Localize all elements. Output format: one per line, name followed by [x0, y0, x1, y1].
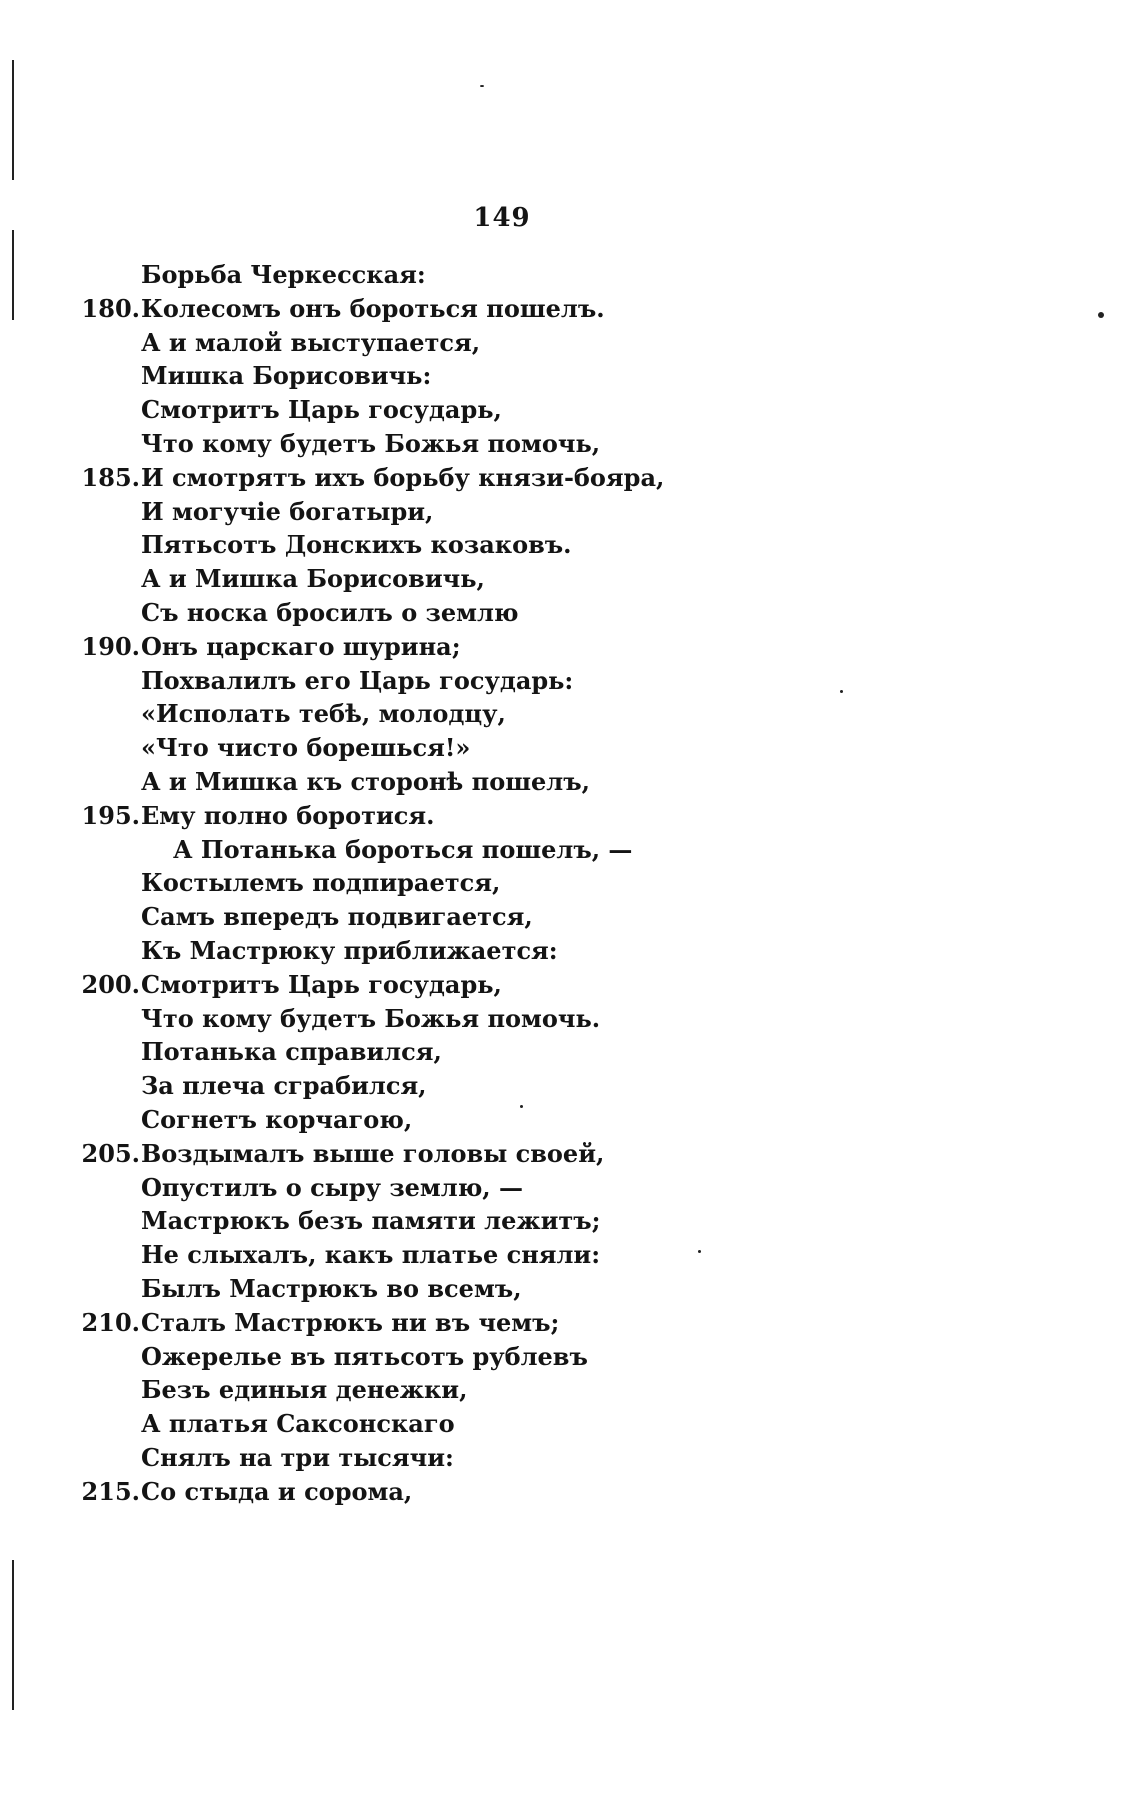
- poem-line: [0, 866, 1140, 900]
- poem-line: [0, 1407, 1140, 1441]
- line-text: Смотритъ Царь государь,: [141, 395, 502, 425]
- line-text: Что кому будетъ Божья помочь.: [141, 1003, 601, 1033]
- poem-line: [0, 731, 1140, 765]
- poem-line: [0, 292, 1140, 326]
- line-text: Ожерелье въ пятьсотъ рублевъ: [141, 1341, 588, 1371]
- poem-line: [0, 1103, 1140, 1137]
- poem-line: [0, 528, 1140, 562]
- poem-line: [0, 630, 1140, 664]
- line-text: Онъ царскаго шурина;: [141, 631, 461, 661]
- line-text: А Потанька бороться пошелъ, —: [173, 834, 633, 864]
- line-text: «Исполать тебѣ, молодцу,: [141, 699, 506, 729]
- line-text: Снялъ на три тысячи:: [141, 1442, 454, 1472]
- line-text: А и малой выступается,: [141, 327, 481, 357]
- poem-line: [0, 1137, 1140, 1171]
- poem-line: [0, 664, 1140, 698]
- line-text: Потанька справился,: [141, 1037, 442, 1067]
- line-number: 205.: [81, 1138, 140, 1168]
- poem-line: [0, 596, 1140, 630]
- line-text: Былъ Мастрюкъ во всемъ,: [141, 1273, 522, 1303]
- line-text: Смотритъ Царь государь,: [141, 969, 502, 999]
- poem-line: [0, 393, 1140, 427]
- line-text: Согнетъ корчагою,: [141, 1104, 413, 1134]
- poem-line: [0, 1002, 1140, 1036]
- line-text: Мишка Борисовичь:: [141, 361, 432, 391]
- poem-line: [0, 1441, 1140, 1475]
- line-text: Борьба Черкесская:: [141, 260, 426, 289]
- poem-line: [0, 900, 1140, 934]
- line-number: 215.: [81, 1476, 140, 1506]
- poem-line: [0, 461, 1140, 495]
- poem-line: [0, 968, 1140, 1002]
- line-text: Не слыхалъ, какъ платье сняли:: [141, 1240, 601, 1270]
- line-text: А и Мишка къ сторонѣ пошелъ,: [141, 766, 590, 796]
- poem-line: [0, 934, 1140, 968]
- scan-edge-mark: [12, 60, 14, 180]
- poem-line: [0, 697, 1140, 731]
- line-number: 210.: [81, 1307, 140, 1337]
- poem-line: [0, 427, 1140, 461]
- poem-line: [0, 359, 1140, 393]
- line-text: «Что чисто борешься!»: [141, 733, 471, 763]
- poem-line: [0, 1272, 1140, 1306]
- line-text: Мастрюкъ безъ памяти лежитъ;: [141, 1206, 601, 1236]
- poem-line: [0, 833, 1140, 867]
- poem-line: [0, 1069, 1140, 1103]
- line-text: Къ Мастрюку приближается:: [141, 935, 558, 965]
- poem-line: [0, 1238, 1140, 1272]
- line-text: И могучіе богатыри,: [141, 496, 434, 526]
- poem-line: [0, 1171, 1140, 1205]
- line-text: Съ носка бросилъ о землю: [141, 597, 519, 627]
- line-text: Что кому будетъ Божья помочь,: [141, 428, 601, 458]
- poem-line: [0, 1340, 1140, 1374]
- line-text: Опустилъ о сыру землю, —: [141, 1172, 524, 1202]
- line-text: Воздымалъ выше головы своей,: [141, 1138, 605, 1168]
- line-number: 200.: [81, 969, 140, 999]
- poem-line: [0, 1475, 1140, 1509]
- scan-edge-mark: [12, 1560, 14, 1710]
- poem-line: [0, 1035, 1140, 1069]
- poem-line: [0, 1204, 1140, 1238]
- poem-line: [0, 799, 1140, 833]
- scan-speck: [480, 85, 484, 87]
- line-text: Безъ единыя денежки,: [141, 1375, 468, 1405]
- poem-line: [0, 1306, 1140, 1340]
- line-number: 190.: [81, 631, 140, 661]
- poem-line: [0, 765, 1140, 799]
- poem-text: [0, 258, 1140, 1508]
- line-text: Костылемъ подпирается,: [141, 868, 501, 898]
- poem-line: [0, 495, 1140, 529]
- line-text: Пятьсотъ Донскихъ козаковъ.: [141, 530, 572, 560]
- line-number: 195.: [81, 800, 140, 830]
- page-number: 149: [473, 203, 531, 233]
- line-text: И смотрятъ ихъ борьбу князи-бояра,: [141, 462, 665, 492]
- line-text: Самъ впередъ подвигается,: [141, 902, 533, 932]
- line-text: А и Мишка Борисовичь,: [141, 564, 485, 594]
- poem-line: [0, 326, 1140, 360]
- line-number: 185.: [81, 462, 140, 492]
- poem-line: [0, 1373, 1140, 1407]
- line-text: Колесомъ онъ бороться пошелъ.: [141, 293, 605, 323]
- poem-line: [0, 258, 1140, 292]
- line-text: Сталъ Мастрюкъ ни въ чемъ;: [141, 1307, 560, 1337]
- line-text: А платья Саксонскаго: [141, 1409, 455, 1439]
- line-text: За плеча сграбился,: [141, 1071, 427, 1101]
- line-text: Ему полно боротися.: [141, 800, 435, 830]
- line-number: 180.: [81, 293, 140, 323]
- poem-line: [0, 562, 1140, 596]
- line-text: Похвалилъ его Царь государь:: [141, 665, 574, 695]
- line-text: Со стыда и сорома,: [141, 1476, 413, 1506]
